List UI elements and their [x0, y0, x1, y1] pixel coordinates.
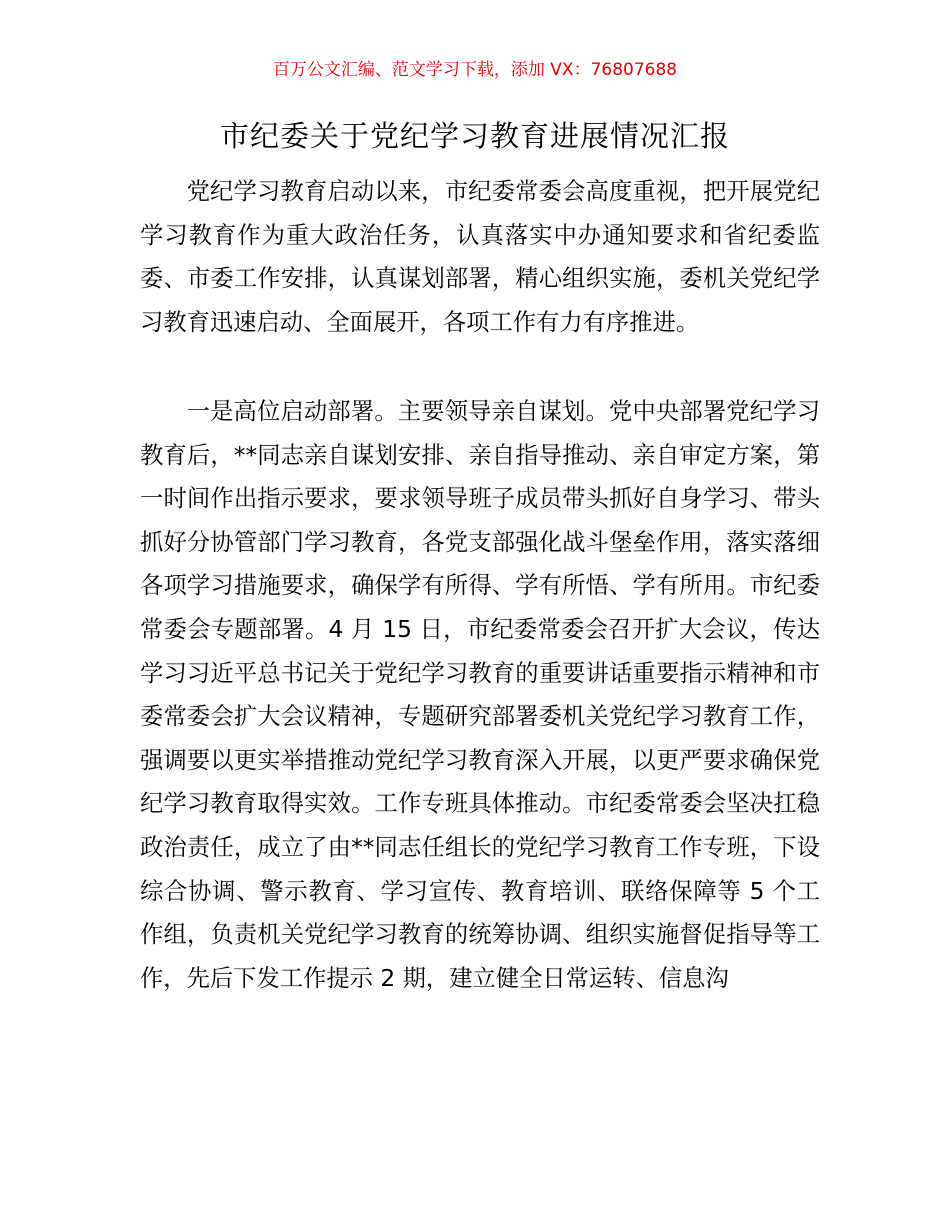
document-title: 市纪委关于党纪学习教育进展情况汇报 — [219, 119, 730, 153]
paragraph-intro: 党纪学习教育启动以来，市纪委常委会高度重视，把开展党纪学习教育作为重大政治任务，认真落实中办通知要求和省纪委监委、市委工作安排，认真谋划部署，精心组织实施，委机关党纪学习教育迅速启动、全面展开，各项工作有力有序推进。 — [140, 178, 820, 336]
watermark-header: 百万公文汇编、范文学习下载，添加 VX：76807688 — [272, 60, 678, 80]
paragraph-section-one: 一是高位启动部署。主要领导亲自谋划。党中央部署党纪学习教育后，**同志亲自谋划安排、亲自指导推动、亲自审定方案，第一时间作出指示要求，要求领导班子成员带头抓好自身学习、带头抓好分协管部门学习教育，各党支部强化战斗堡垒作用，落实落细各项学习措施要求，确保学有所得、学有所悟、学有所用。市纪委常委会专题部署。4 月 15 日，市纪委常委会召开扩大会议，传达学习习近平总书记关于党纪学习教育的重要讲话重要指示精神和市委常委会扩大会议精神，专题研究部署委机关党纪学习教育工作，强调要以更实举措推动党纪学习教育深入开展，以更严要求确保党纪学习教育取得实效。工作专班具体推动。市纪委常委会坚决扛稳政治责任，成立了由**同志任组长的党纪学习教育工作专班，下设综合协调、警示教育、学习宣传、教育培训、联络保障等 5 个工作组，负责机关党纪学习教育的统筹协调、组织实施督促指导等工作，先后下发工作提示 2 期，建立健全日常运转、信息沟 — [140, 398, 820, 992]
